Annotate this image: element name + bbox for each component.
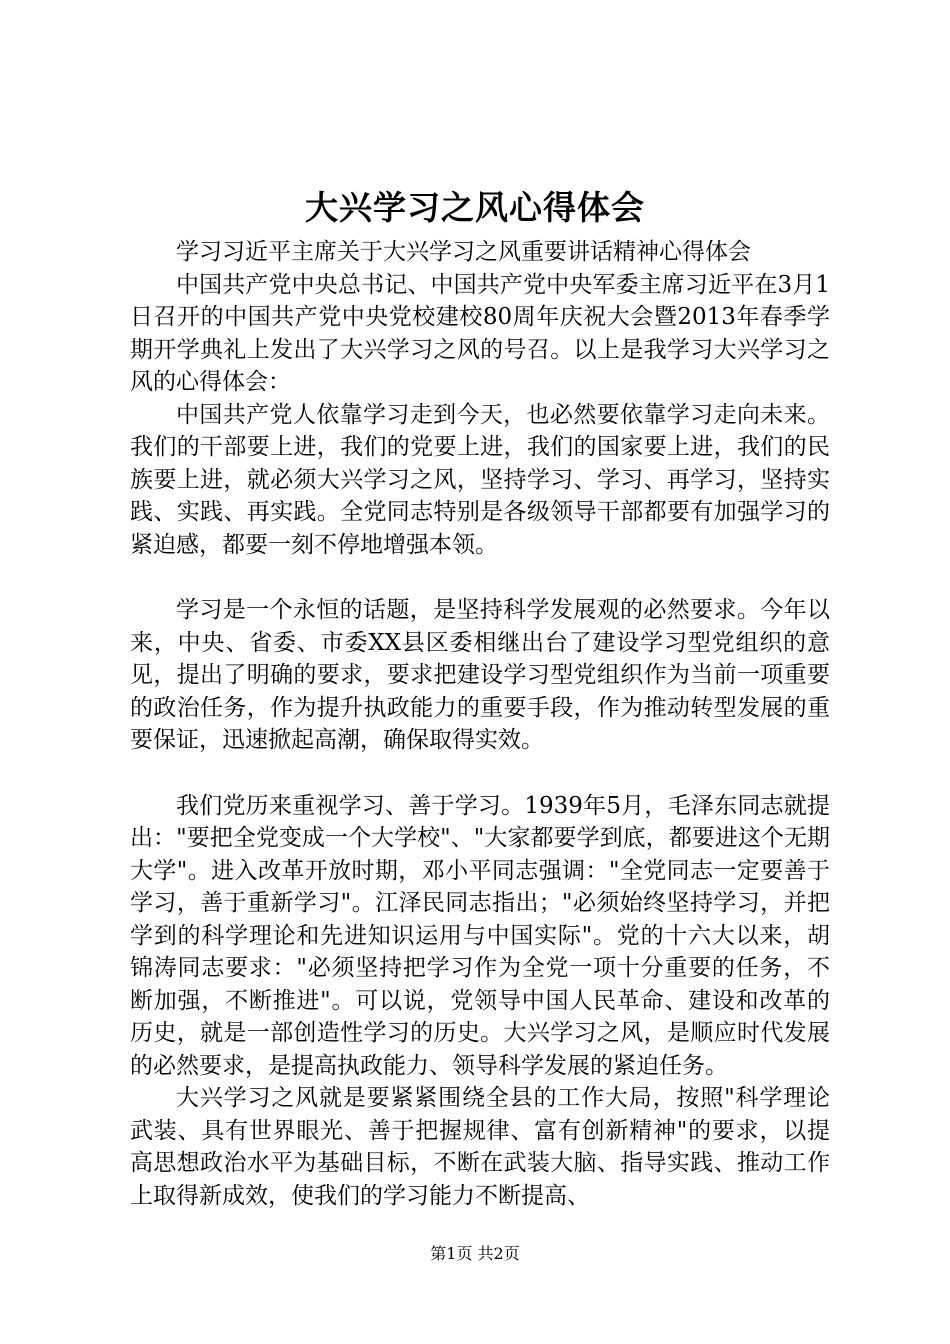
paragraph-intro: 中国共产党中央总书记、中国共产党中央军委主席习近平在3月1日召开的中国共产党中央党校建校80周年庆祝大会暨2013年春季学期开学典礼上发出了大兴学习之风的号召。以上是我学习大兴学习之风的心得体会： <box>130 271 830 395</box>
page-number-footer: 第1页 共2页 <box>430 1244 520 1263</box>
paragraph-work-overall: 大兴学习之风就是要紧紧围绕全县的工作大局，按照"科学理论武装、具有世界眼光、善于把握规律、富有创新精神"的要求，以提高思想政治水平为基础目标，不断在武装大脑、指导实践、推动工作上取得新成效，使我们的学习能力不断提高、 <box>130 1085 830 1209</box>
document-body <box>130 236 830 1212</box>
page-title: 大兴学习之风心得体会 <box>305 188 645 227</box>
paragraph-learning-future: 中国共产党人依靠学习走到今天，也必然要依靠学习走向未来。我们的干部要上进，我们的党要上进，我们的国家要上进，我们的民族要上进，就必须大兴学习之风，坚持学习、学习、再学习，坚持实践、实践、再实践。全党同志特别是各级领导干部都要有加强学习的紧迫感，都要一刻不停地增强本领。 <box>130 401 830 558</box>
paragraph-subtitle: 学习习近平主席关于大兴学习之风重要讲话精神心得体会 <box>176 239 751 265</box>
paragraph-party-history: 我们党历来重视学习、善于学习。1939年5月，毛泽东同志就提出："要把全党变成一个大学校"、"大家都要学到底，都要进这个无期大学"。进入改革开放时期，邓小平同志强调："全党同志一定要善于学习，善于重新学习"。江泽民同志指出；"必须始终坚持学习，并把学到的科学理论和先进知识运用与中国实际"。党的十六大以来，胡锦涛同志要求："必须坚持把学习作为全党一项十分重要的任务，不断加强，不断推进"。可以说，党领导中国人民革命、建设和改革的历史，就是一部创造性学习的历史。大兴学习之风，是顺应时代发展的必然要求，是提高执政能力、领导科学发展的紧迫任务。 <box>130 792 830 1079</box>
paragraph-eternal-topic: 学习是一个永恒的话题，是坚持科学发展观的必然要求。今年以来，中央、省委、市委XX县区委相继出台了建设学习型党组织的意见，提出了明确的要求，要求把建设学习型党组织作为当前一项重要的政治任务，作为提升执政能力的重要手段，作为推动转型发展的重要保证，迅速掀起高潮，确保取得实效。 <box>130 597 830 753</box>
